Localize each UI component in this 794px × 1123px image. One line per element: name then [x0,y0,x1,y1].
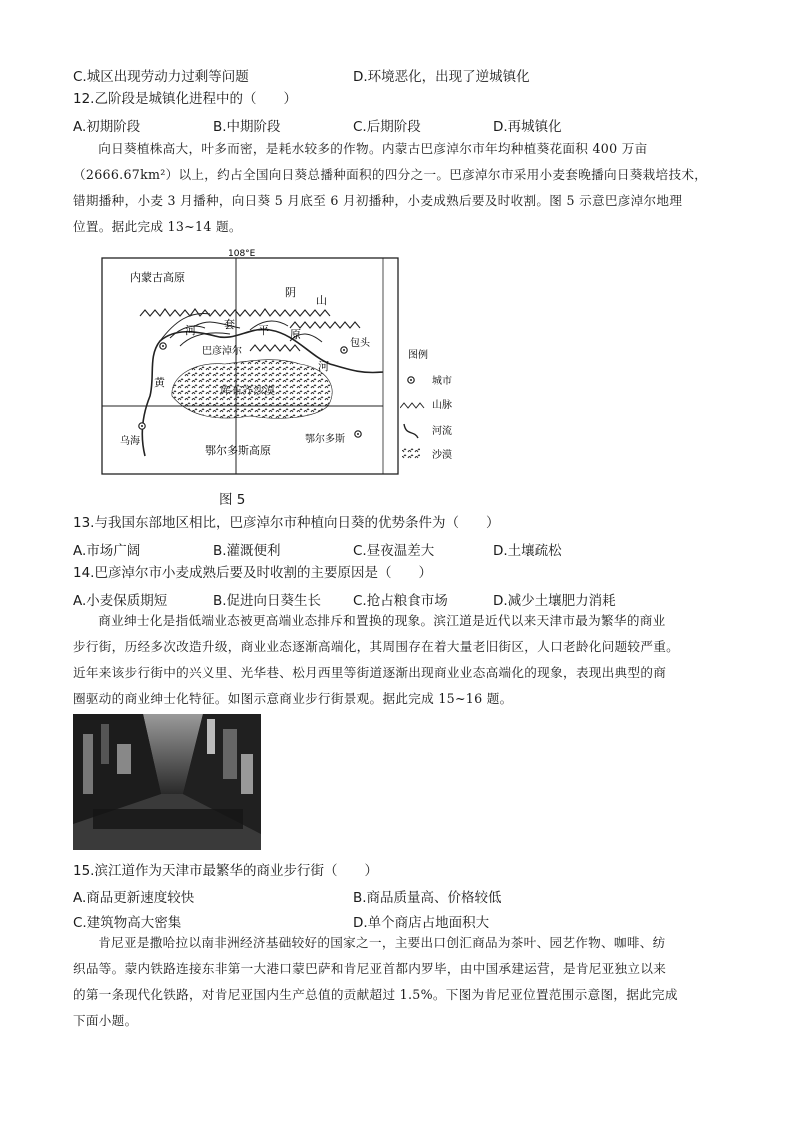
q15-option-d: D.单个商店占地面积大 [353,915,490,931]
legend-title-text: 图例 [408,350,428,361]
map-bayannur [100,246,400,476]
q12-option-c: C.后期阶段 [353,119,421,135]
q14-option-c: C.抢占粮食市场 [353,593,448,609]
q14-option-a: A.小麦保质期短 [73,593,168,609]
q13-option-d: D.土壤疏松 [493,543,562,559]
legend-mountain-label: 山脉 [432,400,452,411]
passage-kenya-line1: 肯尼亚是撒哈拉以南非洲经济基础较好的国家之一，主要出口创汇商品为茶叶、园艺作物、咖啡、纺 [98,935,666,950]
q15-option-b: B.商品质量高、价格较低 [353,890,502,906]
passage-13-14-line2: （2666.67km²）以上，约占全国向日葵总播种面积的四分之一。巴彦淖尔市采用小麦套晚播向日葵栽培技术， [73,167,708,182]
label-desert: 库布齐沙漠 [220,384,275,397]
q13-option-a: A.市场广阔 [73,543,141,559]
label-he: 河 [318,360,329,373]
legend-mountain-symbol [400,403,424,408]
q14-option-b: B.促进向日葵生长 [213,593,322,609]
q13-option-b: B.灌溉便利 [213,543,281,559]
passage-15-16-line3: 近年来该步行街中的兴义里、光华巷、松月西里等街道逐渐出现商业业态高端化的现象，表现出典型的商 [73,665,667,680]
photo-sign-5 [241,754,253,794]
photo-light [207,719,215,754]
passage-15-16 [73,608,733,712]
q15-stem: 15.滨江道作为天津市最繁华的商业步行街（ ） [73,863,378,879]
label-wuhai: 乌海 [120,436,140,447]
label-ordos: 鄂尔多斯 [305,434,345,445]
legend-river-symbol [404,424,418,438]
q11-option-c: C.城区出现劳动力过剩等问题 [73,69,249,85]
photo-sign-4 [223,729,237,779]
legend-desert-symbol [402,448,420,460]
label-baotou: 包头 [350,338,370,349]
label-inner-mongolia: 内蒙古高原 [130,271,185,284]
passage-kenya-line4: 下面小题。 [73,1013,138,1028]
label-ordos-plateau: 鄂尔多斯高原 [205,444,271,457]
q15-option-c: C.建筑物高大密集 [73,915,182,931]
passage-kenya [73,930,733,1034]
longitude-label: 108°E [228,249,256,259]
figure-5-caption: 图 5 [219,492,246,508]
q12-stem: 12.乙阶段是城镇化进程中的（ ） [73,91,297,107]
q12-option-a: A.初期阶段 [73,119,141,135]
photo-sign-2 [101,724,109,764]
label-huang: 黄 [154,376,165,389]
map-legend-panel [400,346,470,466]
passage-13-14 [73,136,733,240]
q14-stem: 14.巴彦淖尔市小麦成熟后要及时收割的主要原因是（ ） [73,565,432,581]
label-hetao-1: 河 [185,324,196,337]
label-hetao-2: 套 [224,318,235,331]
q13-option-c: C.昼夜温差大 [353,543,435,559]
passage-13-14-line3: 错期播种，小麦 3 月播种，向日葵 5 月底至 6 月初播种，小麦成熟后要及时收割。图 5 示意巴彦淖尔地理 [73,193,683,208]
q14-option-d: D.减少土壤肥力消耗 [493,593,616,609]
q12-option-b: B.中期阶段 [213,119,281,135]
city-wuhai-dot [141,425,143,427]
photo-sign-3 [117,744,131,774]
label-yinshan-2: 山 [316,294,327,307]
photo-crowd [93,809,243,829]
label-hetao-3: 平 [258,324,269,337]
legend-river-label: 河流 [432,426,452,437]
city-baotou-dot [343,349,345,351]
street-photo [73,714,261,850]
q11-option-d: D.环境恶化，出现了逆城镇化 [353,69,530,85]
legend-city-dot [410,379,412,381]
passage-15-16-line2: 步行街，历经多次改造升级，商业业态逐渐高端化，其周围存在着大量老旧街区，人口老龄化问题较严重。 [73,639,680,654]
label-bayannur: 巴彦淖尔 [202,346,242,357]
passage-kenya-line3: 的第一条现代化铁路，对肯尼亚国内生产总值的贡献超过 1.5%。下图为肯尼亚位置范围示意图，据此完成 [73,987,678,1002]
label-hetao-4: 原 [290,328,301,341]
passage-15-16-line4: 圈驱动的商业绅士化特征。如图示意商业步行街景观。据此完成 15~16 题。 [73,691,513,706]
legend-city-label: 城市 [432,376,452,387]
passage-13-14-line4: 位置。据此完成 13~14 题。 [73,219,242,234]
passage-15-16-line1: 商业绅士化是指低端业态被更高端业态排斥和置换的现象。滨江道是近代以来天津市最为繁华的商业 [98,613,666,628]
passage-13-14-line1: 向日葵植株高大，叶多而密，是耗水较多的作物。内蒙古巴彦淖尔市年均种植葵花面积 400 万亩 [98,141,648,156]
passage-kenya-line2: 织品等。蒙内铁路连接东非第一大港口蒙巴萨和肯尼亚首都内罗毕，由中国承建运营，是肯尼亚独立以来 [73,961,667,976]
city-ordos-dot [357,433,359,435]
q12-option-d: D.再城镇化 [493,119,562,135]
legend-desert-label: 沙漠 [432,450,452,461]
q13-stem: 13.与我国东部地区相比，巴彦淖尔市种植向日葵的优势条件为（ ） [73,515,500,531]
q15-option-a: A.商品更新速度较快 [73,890,195,906]
label-yinshan-1: 阴 [285,286,296,299]
photo-sign-1 [83,734,93,794]
city-bayannur-dot [162,345,164,347]
